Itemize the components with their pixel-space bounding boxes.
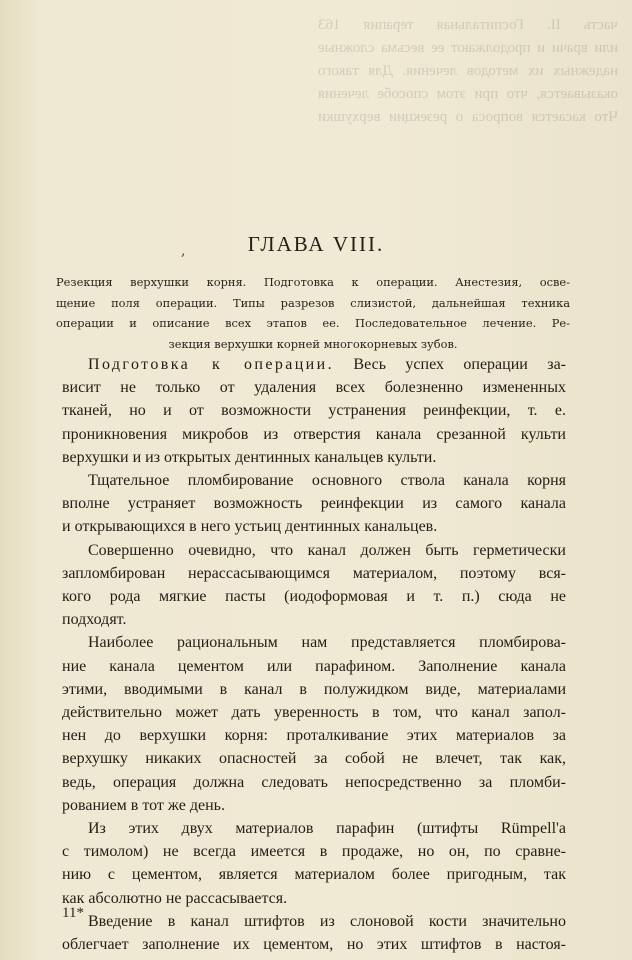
summary-line: щение поля операции. Типы разрезов слизистой, дальнейшая техника — [56, 295, 570, 310]
paragraph-line: вполне устраняет возможность реинфекции из самого канала — [62, 495, 566, 513]
paragraph-line: как абсолютно не рассасывается. — [62, 889, 288, 907]
paragraph-line: Тщательное пломбирование основного ствола канала корня — [88, 472, 566, 490]
paragraph-line: тканей, но и от возможности устранения реинфекции, т. е. — [62, 402, 566, 420]
paragraph-line: запломбирован нерассасывающимся материалом, поэтому вся- — [62, 564, 566, 582]
summary-line: зекция верхушки корней многокорневых зубов. — [168, 336, 458, 351]
summary-line: Резекция верхушки корня. Подготовка к операции. Анестезия, осве- — [56, 275, 570, 289]
paragraph-line: проникновения микробов из отверстия канала срезанной культи — [62, 425, 566, 443]
paragraph-line: ние канала цементом или парафином. Заполнение канала — [62, 657, 566, 675]
paragraph-line: Совершенно очевидно, что канал должен быть герметически — [88, 541, 566, 559]
show-through-text: часть II. Госпитальная терапия 163 или врачи и продолжают ее весьма сложные надежных их методов лечения. Для такого оказывается, что при этом способе лечения Что касается вопроса о резекции верхушки — [318, 17, 618, 125]
paragraph-line: рованием в тот же день. — [62, 796, 225, 814]
paragraph-line: Наиболее рациональным нам представляется пломбирова- — [88, 634, 566, 652]
main-text — [62, 353, 566, 956]
chapter-mark: , — [181, 243, 186, 259]
chapter-summary — [56, 272, 570, 354]
paragraph-text: Весь успех операции за- — [334, 356, 566, 373]
signature-mark: 11* — [62, 905, 84, 921]
paragraph-line: верхушки и из открытых дентинных канальцев культи. — [62, 448, 437, 466]
paragraph-line: верхушку никаких опасностей за собой не влечет, так как, — [62, 750, 566, 768]
paragraph-line: висит не только от удаления всех болезненно измененных — [62, 379, 566, 397]
paragraph-line: облегчает заполнение их цементом, но этих штифтов в настоя- — [62, 936, 566, 954]
paragraph-line: этими, вводимыми в канал в полужидком виде, материалами — [62, 680, 566, 698]
paragraph-line: Из этих двух материалов парафин (штифты Rümpell'a — [88, 820, 566, 838]
paragraph-line: Введение в канал штифтов из слоновой кости значительно — [88, 912, 566, 930]
paragraph-line: нен до верхушки корня: проталкивание этих материалов за — [62, 727, 566, 745]
paragraph-line: и открывающихся в него устьиц дентинных канальцев. — [62, 518, 438, 536]
paragraph-line: подходят. — [62, 611, 127, 629]
paragraph-line: с тимолом) не всегда имеется в продаже, но он, по сравне- — [62, 843, 566, 861]
paragraph-line — [62, 353, 566, 376]
summary-line: операции и описание всех этапов ее. Последовательное лечение. Ре- — [56, 316, 570, 330]
paragraph-line: нию с цементом, является материалом более пригодным, так — [62, 866, 566, 884]
section-lead: Подготовка к операции. — [88, 356, 335, 373]
chapter-title: ГЛАВА VIII. — [247, 232, 385, 256]
paragraph-line: ведь, операция должна следовать непосредственно за пломби- — [62, 773, 566, 791]
paragraph-line: кого рода мягкие пасты (иодоформовая и т. п.) сюда не — [62, 588, 566, 606]
paragraph-line: действительно может дать уверенность в том, что канал запол- — [62, 704, 566, 722]
